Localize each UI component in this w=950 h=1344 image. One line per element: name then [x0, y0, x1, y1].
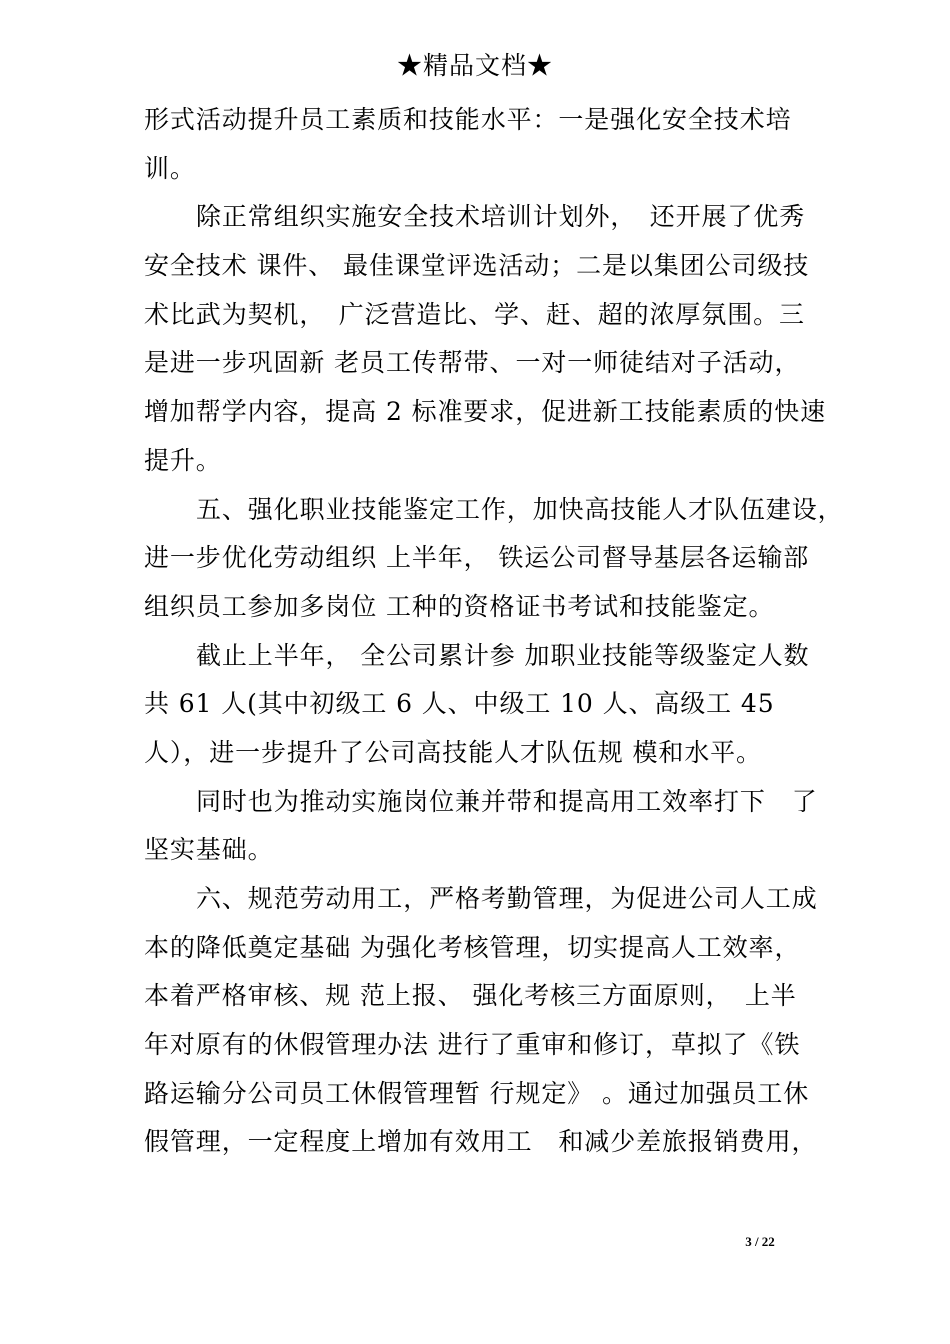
document-body: [144, 96, 844, 1167]
body-line-22: 假管理，一定程度上增加有效用工 和减少差旅报销费用，: [144, 1127, 818, 1157]
body-line-9: 五、强化职业技能鉴定工作，加快高技能人才队伍建设，: [196, 494, 844, 524]
body-line-8: 提升。: [144, 445, 222, 475]
body-line-11: 组织员工参加多岗位 工种的资格证书考试和技能鉴定。: [144, 591, 775, 621]
body-line-20: 年对原有的休假管理办法 进行了重审和修订，草拟了《铁: [144, 1030, 801, 1060]
body-line-7: 增加帮学内容，提高 2 标准要求，促进新工技能素质的快速: [144, 397, 827, 427]
body-line-18: 本的降低奠定基础 为强化考核管理，切实提高人工效率，: [144, 932, 801, 962]
body-line-12: 截止上半年， 全公司累计参 加职业技能等级鉴定人数: [196, 640, 810, 670]
body-line-3: 除正常组织实施安全技术培训计划外， 还开展了优秀: [196, 202, 806, 232]
body-line-4: 安全技术 课件、 最佳课堂评选活动；二是以集团公司级技: [144, 251, 810, 281]
body-line-14: 人），进一步提升了公司高技能人才队伍规 模和水平。: [144, 737, 762, 767]
body-line-5: 术比武为契机， 广泛营造比、学、赶、超的浓厚氛围。三: [144, 299, 805, 329]
body-line-1: 形式活动提升员工素质和技能水平：一是强化安全技术培: [144, 105, 792, 134]
body-line-2: 训。: [144, 153, 196, 183]
body-line-19: 本着严格审核、规 范上报、 强化考核三方面原则， 上半: [144, 981, 797, 1011]
body-line-17: 六、规范劳动用工，严格考勤管理，为促进公司人工成: [196, 884, 818, 913]
body-line-15: 同时也为推动实施岗位兼并带和提高用工效率打下 了: [196, 786, 818, 816]
body-line-6: 是进一步巩固新 老员工传帮带、一对一师徒结对子活动，: [144, 348, 801, 378]
document-header-title: ★精品文档★: [396, 51, 553, 80]
body-line-13: 共 61 人(其中初级工 6 人、中级工 10 人、高级工 45: [144, 689, 775, 719]
body-line-10: 进一步优化劳动组织 上半年， 铁运公司督导基层各运输部: [144, 543, 810, 573]
body-line-21: 路运输分公司员工休假管理暂 行规定》 。通过加强员工休: [144, 1078, 810, 1108]
body-line-16: 坚实基础。: [144, 835, 274, 865]
page-number: 3 / 22: [745, 1234, 775, 1249]
